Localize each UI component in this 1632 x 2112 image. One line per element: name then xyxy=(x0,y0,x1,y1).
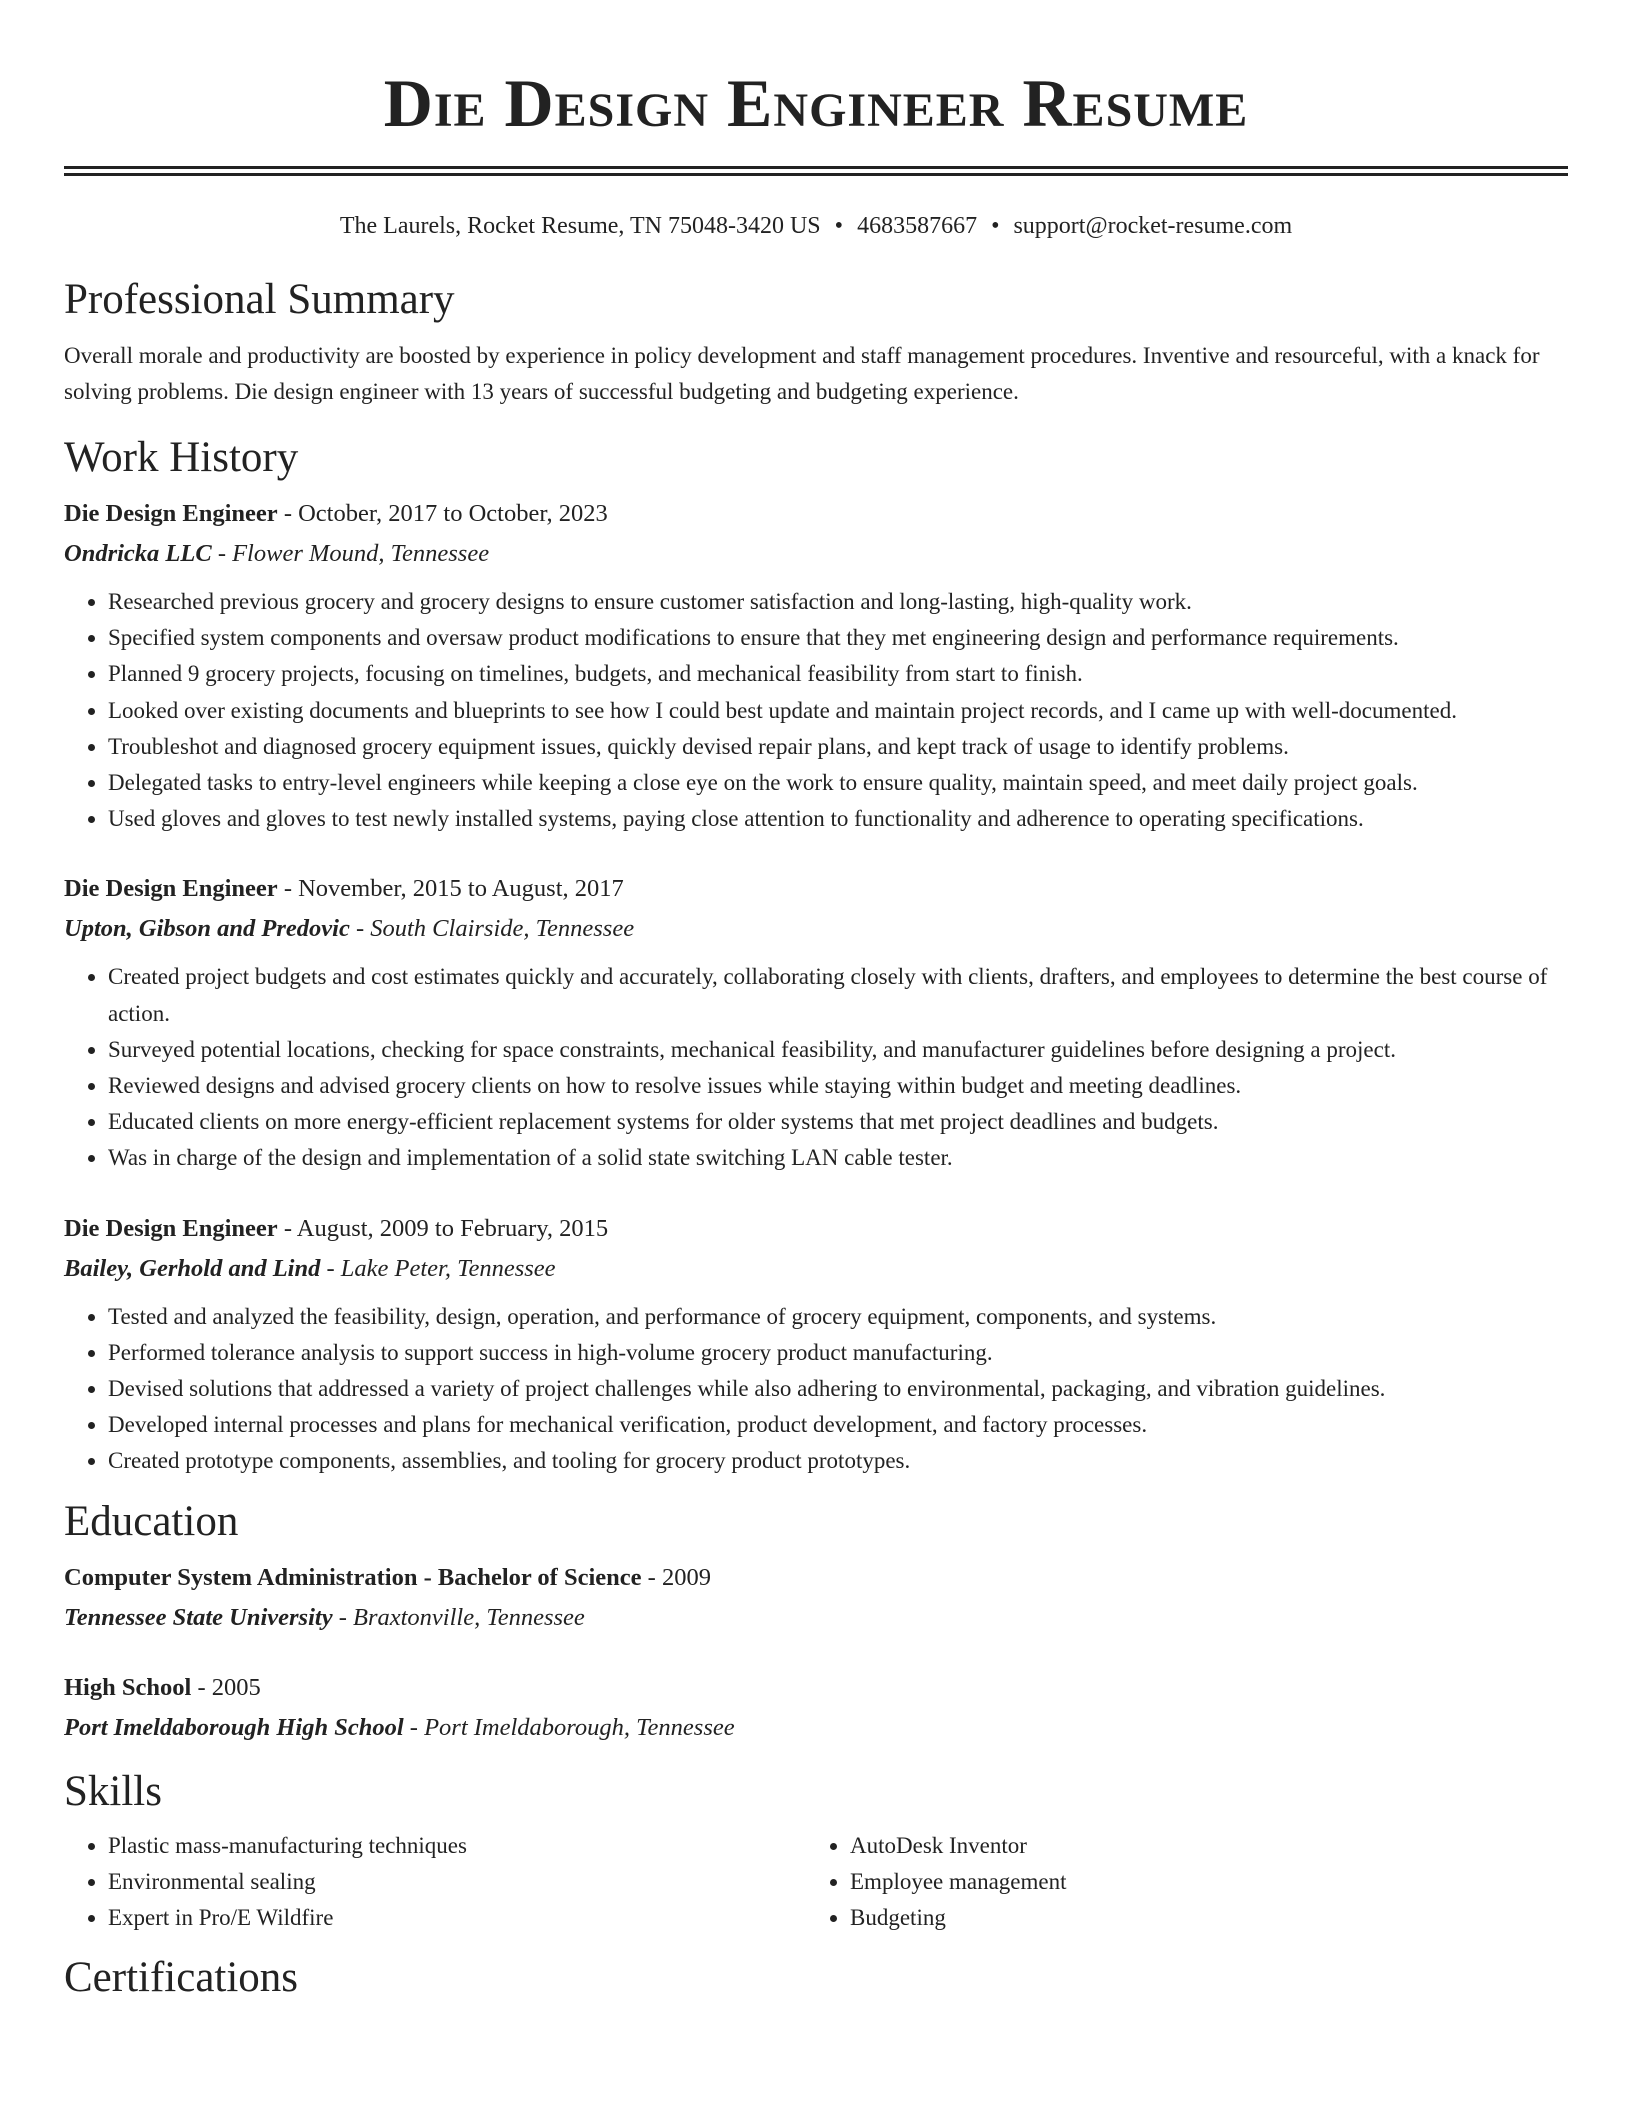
education-location: - Port Imeldaborough, Tennessee xyxy=(403,1713,735,1741)
education-school-line xyxy=(64,1708,1568,1748)
job-employer xyxy=(64,1249,1568,1289)
contact-address: The Laurels, Rocket Resume, TN 75048-3420 US xyxy=(339,213,821,239)
list-item: • Looked over existing documents and blueprints to see how I could best update and maintain project records, and I came up with well-documented. xyxy=(108,693,1568,729)
education-school: Tennessee State University xyxy=(64,1603,333,1631)
job-employer xyxy=(64,909,1568,949)
education-entry xyxy=(64,1668,1568,1748)
certifications-heading: Certifications xyxy=(64,1954,299,2002)
job-entry xyxy=(64,494,1568,837)
list-item: • AutoDesk Inventor xyxy=(850,1828,1548,1864)
education-year: - 2009 xyxy=(641,1563,711,1591)
job-title: Die Design Engineer xyxy=(64,875,278,903)
list-item: • Researched previous grocery and grocery designs to ensure customer satisfaction and long-lasting, high-quality work. xyxy=(108,584,1568,620)
list-item: • Devised solutions that addressed a variety of project challenges while also adhering to environmental, packaging, and vibration guidelines. xyxy=(108,1371,1568,1407)
list-item: • Tested and analyzed the feasibility, design, operation, and performance of grocery equipment, components, and systems. xyxy=(108,1299,1568,1335)
job-employer xyxy=(64,534,1568,574)
education-header xyxy=(64,1668,1568,1708)
contact-email: support@rocket-resume.com xyxy=(1013,213,1293,239)
job-duties-list xyxy=(64,1299,1568,1480)
list-item: • Created project budgets and cost estimates quickly and accurately, collaborating closely with clients, drafters, and employees to determine the best course of action. xyxy=(108,959,1568,1031)
education-header xyxy=(64,1558,1568,1598)
education-degree: Computer System Administration - Bachelor of Science xyxy=(64,1563,642,1591)
job-entry xyxy=(64,1209,1568,1480)
education-degree: High School xyxy=(64,1673,192,1701)
title-double-rule xyxy=(64,166,1568,176)
skills-column-left xyxy=(64,1828,806,1937)
job-dates: - October, 2017 to October, 2023 xyxy=(277,500,608,527)
job-company: Upton, Gibson and Predovic xyxy=(64,915,350,943)
list-item: • Environmental sealing xyxy=(108,1864,806,1900)
job-dates: - August, 2009 to February, 2015 xyxy=(277,1214,609,1242)
job-entry xyxy=(64,869,1568,1176)
contact-separator: • xyxy=(991,213,1000,239)
education-location: - Braxtonville, Tennessee xyxy=(332,1603,585,1631)
list-item: • Created prototype components, assemblies, and tooling for grocery product prototypes. xyxy=(108,1443,1568,1479)
job-title: Die Design Engineer xyxy=(64,1214,278,1242)
work-history-heading: Work History xyxy=(64,434,299,481)
job-duties-list xyxy=(64,584,1568,837)
summary-text: Overall morale and productivity are boosted by experience in policy development and staff management procedures. Inventive and resourceful, with a knack for solving problems. Die design engineer with 13 years of successful budgeting and budgeting experience. xyxy=(64,343,1540,404)
skills-grid xyxy=(64,1828,1568,1937)
education-year: - 2005 xyxy=(191,1673,261,1701)
list-item: • Expert in Pro/E Wildfire xyxy=(108,1900,806,1936)
job-dates: - November, 2015 to August, 2017 xyxy=(277,875,624,903)
job-location: - Flower Mound, Tennessee xyxy=(211,540,490,567)
job-duties-list xyxy=(64,959,1568,1176)
contact-phone: 4683587667 xyxy=(857,213,978,239)
job-location: - South Clairside, Tennessee xyxy=(349,915,635,943)
list-item: • Used gloves and gloves to test newly installed systems, paying close attention to functionality and adherence to operating specifications. xyxy=(108,801,1568,837)
summary-heading: Professional Summary xyxy=(64,276,455,323)
list-item: • Troubleshot and diagnosed grocery equipment issues, quickly devised repair plans, and kept track of usage to identify problems. xyxy=(108,729,1568,765)
job-header xyxy=(64,869,1568,909)
contact-line xyxy=(64,210,1568,242)
education-school: Port Imeldaborough High School xyxy=(64,1713,404,1741)
job-company: Ondricka LLC xyxy=(64,540,212,567)
list-item: • Surveyed potential locations, checking for space constraints, mechanical feasibility, and manufacturer guidelines before designing a project. xyxy=(108,1032,1568,1068)
list-item: • Reviewed designs and advised grocery clients on how to resolve issues while staying within budget and meeting deadlines. xyxy=(108,1068,1568,1104)
contact-separator: • xyxy=(834,213,844,239)
job-location: - Lake Peter, Tennessee xyxy=(320,1254,556,1282)
education-heading: Education xyxy=(64,1497,239,1545)
skills-column-right xyxy=(806,1828,1548,1937)
list-item: • Developed internal processes and plans for mechanical verification, product development, and factory processes. xyxy=(108,1407,1568,1443)
job-title: Die Design Engineer xyxy=(64,500,278,527)
list-item: • Planned 9 grocery projects, focusing on timelines, budgets, and mechanical feasibility from start to finish. xyxy=(108,656,1568,692)
job-header xyxy=(64,1209,1568,1249)
list-item: • Delegated tasks to entry-level engineers while keeping a close eye on the work to ensure quality, maintain speed, and meet daily project goals. xyxy=(108,765,1568,801)
skills-heading: Skills xyxy=(64,1767,162,1815)
list-item: • Employee management xyxy=(850,1864,1548,1900)
list-item: • Budgeting xyxy=(850,1900,1548,1936)
education-entry xyxy=(64,1558,1568,1638)
list-item: • Performed tolerance analysis to support success in high-volume grocery product manufacturing. xyxy=(108,1335,1568,1371)
list-item: • Specified system components and oversaw product modifications to ensure that they met engineering design and performance requirements. xyxy=(108,620,1568,656)
list-item: • Was in charge of the design and implementation of a solid state switching LAN cable tester. xyxy=(108,1140,1568,1176)
education-school-line xyxy=(64,1598,1568,1638)
list-item: • Educated clients on more energy-efficient replacement systems for older systems that met project deadlines and budgets. xyxy=(108,1104,1568,1140)
job-company: Bailey, Gerhold and Lind xyxy=(64,1254,321,1282)
list-item: • Plastic mass-manufacturing techniques xyxy=(108,1828,806,1864)
job-header xyxy=(64,494,1568,534)
resume-title: Die Design Engineer Resume xyxy=(383,65,1249,141)
